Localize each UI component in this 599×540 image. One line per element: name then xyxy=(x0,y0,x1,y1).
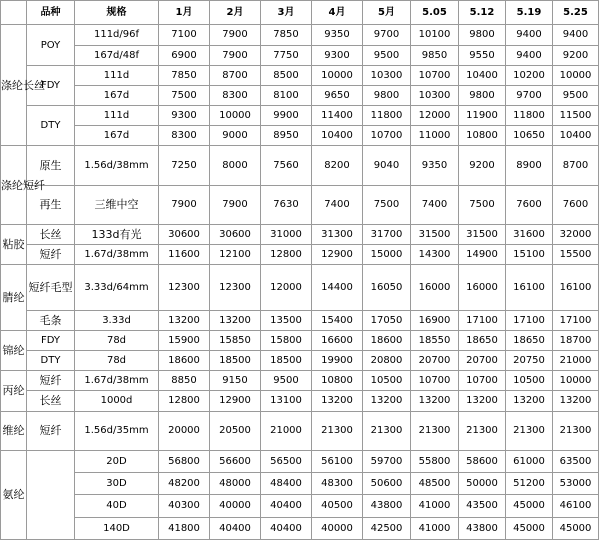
table-row xyxy=(1,224,599,244)
table-row xyxy=(1,85,599,105)
value-cell: 43800 xyxy=(459,517,506,539)
value-cell: 45000 xyxy=(506,495,553,517)
value-cell: 9500 xyxy=(363,45,411,65)
value-cell: 18650 xyxy=(459,330,506,350)
value-cell: 10700 xyxy=(411,371,459,391)
value-cell: 17100 xyxy=(506,310,553,330)
table-row xyxy=(1,495,599,517)
type-cell: FDY xyxy=(27,65,75,105)
type-cell: 短纤 xyxy=(27,371,75,391)
value-cell: 41800 xyxy=(159,517,210,539)
value-cell: 10800 xyxy=(459,126,506,146)
value-cell: 21300 xyxy=(506,411,553,450)
table-row xyxy=(1,310,599,330)
value-cell: 15900 xyxy=(159,330,210,350)
table-row xyxy=(1,371,599,391)
value-cell: 15100 xyxy=(506,244,553,264)
value-cell: 9700 xyxy=(506,85,553,105)
value-cell: 14400 xyxy=(312,265,363,311)
value-cell: 11600 xyxy=(159,244,210,264)
value-cell: 21000 xyxy=(553,351,599,371)
group-label: 粘胶 xyxy=(1,224,27,264)
value-cell: 31500 xyxy=(411,224,459,244)
header-0505: 5.05 xyxy=(411,1,459,25)
value-cell: 20000 xyxy=(159,411,210,450)
type-cell: 短纤 xyxy=(27,244,75,264)
value-cell: 21300 xyxy=(312,411,363,450)
type-cell: 再生 xyxy=(27,185,75,224)
group-label: 锦纶 xyxy=(1,330,27,370)
value-cell: 56600 xyxy=(210,450,261,472)
spec-cell: 1.67d/38mm xyxy=(75,244,159,264)
value-cell: 13500 xyxy=(261,310,312,330)
table-row xyxy=(1,351,599,371)
value-cell: 10300 xyxy=(411,85,459,105)
value-cell: 30600 xyxy=(159,224,210,244)
table-row xyxy=(1,25,599,45)
value-cell: 6900 xyxy=(159,45,210,65)
header-row xyxy=(1,1,599,25)
spec-cell: 111d/96f xyxy=(75,25,159,45)
value-cell: 9400 xyxy=(553,25,599,45)
value-cell: 16000 xyxy=(411,265,459,311)
table-row xyxy=(1,185,599,224)
value-cell: 9300 xyxy=(312,45,363,65)
value-cell: 10100 xyxy=(411,25,459,45)
value-cell: 56800 xyxy=(159,450,210,472)
table-row xyxy=(1,126,599,146)
value-cell: 9500 xyxy=(261,371,312,391)
value-cell: 10000 xyxy=(553,371,599,391)
spec-cell: 1.56d/38mm xyxy=(75,146,159,185)
value-cell: 7900 xyxy=(210,25,261,45)
value-cell: 20700 xyxy=(459,351,506,371)
value-cell: 10800 xyxy=(312,371,363,391)
type-cell: POY xyxy=(27,25,75,65)
value-cell: 15850 xyxy=(210,330,261,350)
value-cell: 8500 xyxy=(261,65,312,85)
value-cell: 46100 xyxy=(553,495,599,517)
value-cell: 8700 xyxy=(553,146,599,185)
value-cell: 10500 xyxy=(363,371,411,391)
value-cell: 7850 xyxy=(159,65,210,85)
value-cell: 14900 xyxy=(459,244,506,264)
type-cell: 短纤毛型 xyxy=(27,265,75,311)
value-cell: 15000 xyxy=(363,244,411,264)
value-cell: 13200 xyxy=(459,391,506,411)
value-cell: 7600 xyxy=(553,185,599,224)
value-cell: 8200 xyxy=(312,146,363,185)
table-row xyxy=(1,106,599,126)
value-cell: 21000 xyxy=(261,411,312,450)
group-label: 涤纶长丝 xyxy=(1,25,27,146)
value-cell: 40400 xyxy=(261,495,312,517)
value-cell: 7500 xyxy=(459,185,506,224)
value-cell: 16900 xyxy=(411,310,459,330)
value-cell: 10700 xyxy=(459,371,506,391)
spec-cell: 167d xyxy=(75,85,159,105)
value-cell: 31600 xyxy=(506,224,553,244)
value-cell: 7900 xyxy=(159,185,210,224)
spec-cell: 167d/48f xyxy=(75,45,159,65)
value-cell: 8700 xyxy=(210,65,261,85)
value-cell: 7600 xyxy=(506,185,553,224)
type-cell: 毛条 xyxy=(27,310,75,330)
group-label: 氨纶 xyxy=(1,450,27,539)
value-cell: 12300 xyxy=(210,265,261,311)
value-cell: 9300 xyxy=(159,106,210,126)
value-cell: 8100 xyxy=(261,85,312,105)
header-cell xyxy=(1,1,27,25)
value-cell: 45000 xyxy=(506,517,553,539)
value-cell: 18700 xyxy=(553,330,599,350)
value-cell: 19900 xyxy=(312,351,363,371)
value-cell: 48300 xyxy=(312,473,363,495)
value-cell: 16600 xyxy=(312,330,363,350)
value-cell: 7500 xyxy=(363,185,411,224)
value-cell: 48000 xyxy=(210,473,261,495)
type-cell: 长丝 xyxy=(27,391,75,411)
table-row xyxy=(1,65,599,85)
value-cell: 42500 xyxy=(363,517,411,539)
value-cell: 9700 xyxy=(363,25,411,45)
value-cell: 31700 xyxy=(363,224,411,244)
value-cell: 63500 xyxy=(553,450,599,472)
value-cell: 10650 xyxy=(506,126,553,146)
value-cell: 10700 xyxy=(411,65,459,85)
value-cell: 40400 xyxy=(261,517,312,539)
value-cell: 31500 xyxy=(459,224,506,244)
value-cell: 12000 xyxy=(411,106,459,126)
type-cell: DTY xyxy=(27,351,75,371)
value-cell: 32000 xyxy=(553,224,599,244)
group-label: 腈纶 xyxy=(1,265,27,331)
value-cell: 10500 xyxy=(506,371,553,391)
value-cell: 9800 xyxy=(459,25,506,45)
spec-cell: 30D xyxy=(75,473,159,495)
table-row xyxy=(1,517,599,539)
spec-cell: 1.56d/35mm xyxy=(75,411,159,450)
header-variety: 品种 xyxy=(27,1,75,25)
value-cell: 12900 xyxy=(312,244,363,264)
value-cell: 9400 xyxy=(506,45,553,65)
value-cell: 48200 xyxy=(159,473,210,495)
value-cell: 48400 xyxy=(261,473,312,495)
value-cell: 8300 xyxy=(210,85,261,105)
value-cell: 11800 xyxy=(506,106,553,126)
spec-cell: 140D xyxy=(75,517,159,539)
value-cell: 31300 xyxy=(312,224,363,244)
type-cell: 短纤 xyxy=(27,411,75,450)
value-cell: 16100 xyxy=(553,265,599,311)
value-cell: 18500 xyxy=(261,351,312,371)
value-cell: 13200 xyxy=(210,310,261,330)
value-cell: 31000 xyxy=(261,224,312,244)
value-cell: 10700 xyxy=(363,126,411,146)
value-cell: 10200 xyxy=(506,65,553,85)
value-cell: 40400 xyxy=(210,517,261,539)
value-cell: 7400 xyxy=(312,185,363,224)
value-cell: 13200 xyxy=(411,391,459,411)
value-cell: 7500 xyxy=(159,85,210,105)
header-mar: 3月 xyxy=(261,1,312,25)
table-row xyxy=(1,391,599,411)
type-cell: 长丝 xyxy=(27,224,75,244)
table-row xyxy=(1,411,599,450)
spec-cell: 20D xyxy=(75,450,159,472)
value-cell: 17050 xyxy=(363,310,411,330)
value-cell: 13200 xyxy=(363,391,411,411)
value-cell: 45000 xyxy=(553,517,599,539)
value-cell: 13200 xyxy=(312,391,363,411)
value-cell: 11800 xyxy=(363,106,411,126)
value-cell: 9800 xyxy=(363,85,411,105)
value-cell: 9350 xyxy=(312,25,363,45)
value-cell: 9150 xyxy=(210,371,261,391)
header-apr: 4月 xyxy=(312,1,363,25)
value-cell: 41000 xyxy=(411,517,459,539)
value-cell: 18650 xyxy=(506,330,553,350)
value-cell: 8300 xyxy=(159,126,210,146)
value-cell: 21300 xyxy=(459,411,506,450)
value-cell: 9350 xyxy=(411,146,459,185)
value-cell: 7850 xyxy=(261,25,312,45)
value-cell: 10400 xyxy=(459,65,506,85)
value-cell: 30600 xyxy=(210,224,261,244)
value-cell: 50600 xyxy=(363,473,411,495)
value-cell: 11900 xyxy=(459,106,506,126)
table-row xyxy=(1,473,599,495)
value-cell: 18600 xyxy=(159,351,210,371)
spec-cell: 40D xyxy=(75,495,159,517)
value-cell: 21300 xyxy=(553,411,599,450)
spec-cell: 111d xyxy=(75,106,159,126)
table-row xyxy=(1,45,599,65)
value-cell: 7100 xyxy=(159,25,210,45)
value-cell: 40300 xyxy=(159,495,210,517)
value-cell: 51200 xyxy=(506,473,553,495)
value-cell: 7900 xyxy=(210,185,261,224)
value-cell: 8950 xyxy=(261,126,312,146)
spec-cell: 133d有光 xyxy=(75,224,159,244)
spec-cell: 1.67d/38mm xyxy=(75,371,159,391)
spec-cell: 78d xyxy=(75,330,159,350)
value-cell: 21300 xyxy=(363,411,411,450)
type-cell xyxy=(27,450,75,539)
group-label: 丙纶 xyxy=(1,371,27,411)
value-cell: 7630 xyxy=(261,185,312,224)
value-cell: 8900 xyxy=(506,146,553,185)
value-cell: 7250 xyxy=(159,146,210,185)
value-cell: 41000 xyxy=(411,495,459,517)
spec-cell: 167d xyxy=(75,126,159,146)
value-cell: 18500 xyxy=(210,351,261,371)
table-row xyxy=(1,146,599,185)
value-cell: 20800 xyxy=(363,351,411,371)
header-feb: 2月 xyxy=(210,1,261,25)
value-cell: 55800 xyxy=(411,450,459,472)
value-cell: 53000 xyxy=(553,473,599,495)
value-cell: 16100 xyxy=(506,265,553,311)
value-cell: 43500 xyxy=(459,495,506,517)
value-cell: 10300 xyxy=(363,65,411,85)
value-cell: 11500 xyxy=(553,106,599,126)
value-cell: 10000 xyxy=(210,106,261,126)
value-cell: 11000 xyxy=(411,126,459,146)
value-cell: 18600 xyxy=(363,330,411,350)
header-jan: 1月 xyxy=(159,1,210,25)
value-cell: 15400 xyxy=(312,310,363,330)
spec-cell: 3.33d/64mm xyxy=(75,265,159,311)
value-cell: 10400 xyxy=(553,126,599,146)
value-cell: 12300 xyxy=(159,265,210,311)
value-cell: 9900 xyxy=(261,106,312,126)
header-spec: 规格 xyxy=(75,1,159,25)
value-cell: 43800 xyxy=(363,495,411,517)
value-cell: 13200 xyxy=(159,310,210,330)
header-0512: 5.12 xyxy=(459,1,506,25)
value-cell: 9650 xyxy=(312,85,363,105)
value-cell: 7750 xyxy=(261,45,312,65)
spec-cell: 111d xyxy=(75,65,159,85)
value-cell: 15500 xyxy=(553,244,599,264)
value-cell: 9550 xyxy=(459,45,506,65)
value-cell: 9400 xyxy=(506,25,553,45)
header-0525: 5.25 xyxy=(553,1,599,25)
value-cell: 16050 xyxy=(363,265,411,311)
value-cell: 50000 xyxy=(459,473,506,495)
value-cell: 21300 xyxy=(411,411,459,450)
table-row xyxy=(1,330,599,350)
value-cell: 9850 xyxy=(411,45,459,65)
value-cell: 9040 xyxy=(363,146,411,185)
value-cell: 7900 xyxy=(210,45,261,65)
value-cell: 9500 xyxy=(553,85,599,105)
value-cell: 9200 xyxy=(459,146,506,185)
value-cell: 10000 xyxy=(312,65,363,85)
value-cell: 40500 xyxy=(312,495,363,517)
value-cell: 11400 xyxy=(312,106,363,126)
value-cell: 15800 xyxy=(261,330,312,350)
value-cell: 20750 xyxy=(506,351,553,371)
value-cell: 56100 xyxy=(312,450,363,472)
header-may: 5月 xyxy=(363,1,411,25)
table-row xyxy=(1,265,599,311)
value-cell: 61000 xyxy=(506,450,553,472)
value-cell: 8000 xyxy=(210,146,261,185)
spec-cell: 3.33d xyxy=(75,310,159,330)
value-cell: 59700 xyxy=(363,450,411,472)
value-cell: 18550 xyxy=(411,330,459,350)
table-row xyxy=(1,244,599,264)
value-cell: 13200 xyxy=(553,391,599,411)
spec-cell: 78d xyxy=(75,351,159,371)
value-cell: 48500 xyxy=(411,473,459,495)
value-cell: 12800 xyxy=(261,244,312,264)
value-cell: 20700 xyxy=(411,351,459,371)
value-cell: 58600 xyxy=(459,450,506,472)
value-cell: 12000 xyxy=(261,265,312,311)
value-cell: 10000 xyxy=(553,65,599,85)
value-cell: 40000 xyxy=(210,495,261,517)
value-cell: 17100 xyxy=(553,310,599,330)
value-cell: 10400 xyxy=(312,126,363,146)
spec-cell: 三维中空 xyxy=(75,185,159,224)
value-cell: 9200 xyxy=(553,45,599,65)
value-cell: 13200 xyxy=(506,391,553,411)
group-label: 涤纶短纤 xyxy=(1,146,27,225)
type-cell: 原生 xyxy=(27,146,75,185)
value-cell: 12100 xyxy=(210,244,261,264)
value-cell: 40000 xyxy=(312,517,363,539)
header-0519: 5.19 xyxy=(506,1,553,25)
table-row xyxy=(1,450,599,472)
value-cell: 9800 xyxy=(459,85,506,105)
spec-cell: 1000d xyxy=(75,391,159,411)
value-cell: 7400 xyxy=(411,185,459,224)
value-cell: 13100 xyxy=(261,391,312,411)
value-cell: 7560 xyxy=(261,146,312,185)
value-cell: 12900 xyxy=(210,391,261,411)
value-cell: 14300 xyxy=(411,244,459,264)
group-label: 维纶 xyxy=(1,411,27,450)
value-cell: 9000 xyxy=(210,126,261,146)
value-cell: 17100 xyxy=(459,310,506,330)
type-cell: DTY xyxy=(27,106,75,146)
value-cell: 8850 xyxy=(159,371,210,391)
value-cell: 56500 xyxy=(261,450,312,472)
value-cell: 20500 xyxy=(210,411,261,450)
value-cell: 12800 xyxy=(159,391,210,411)
value-cell: 16000 xyxy=(459,265,506,311)
type-cell: FDY xyxy=(27,330,75,350)
